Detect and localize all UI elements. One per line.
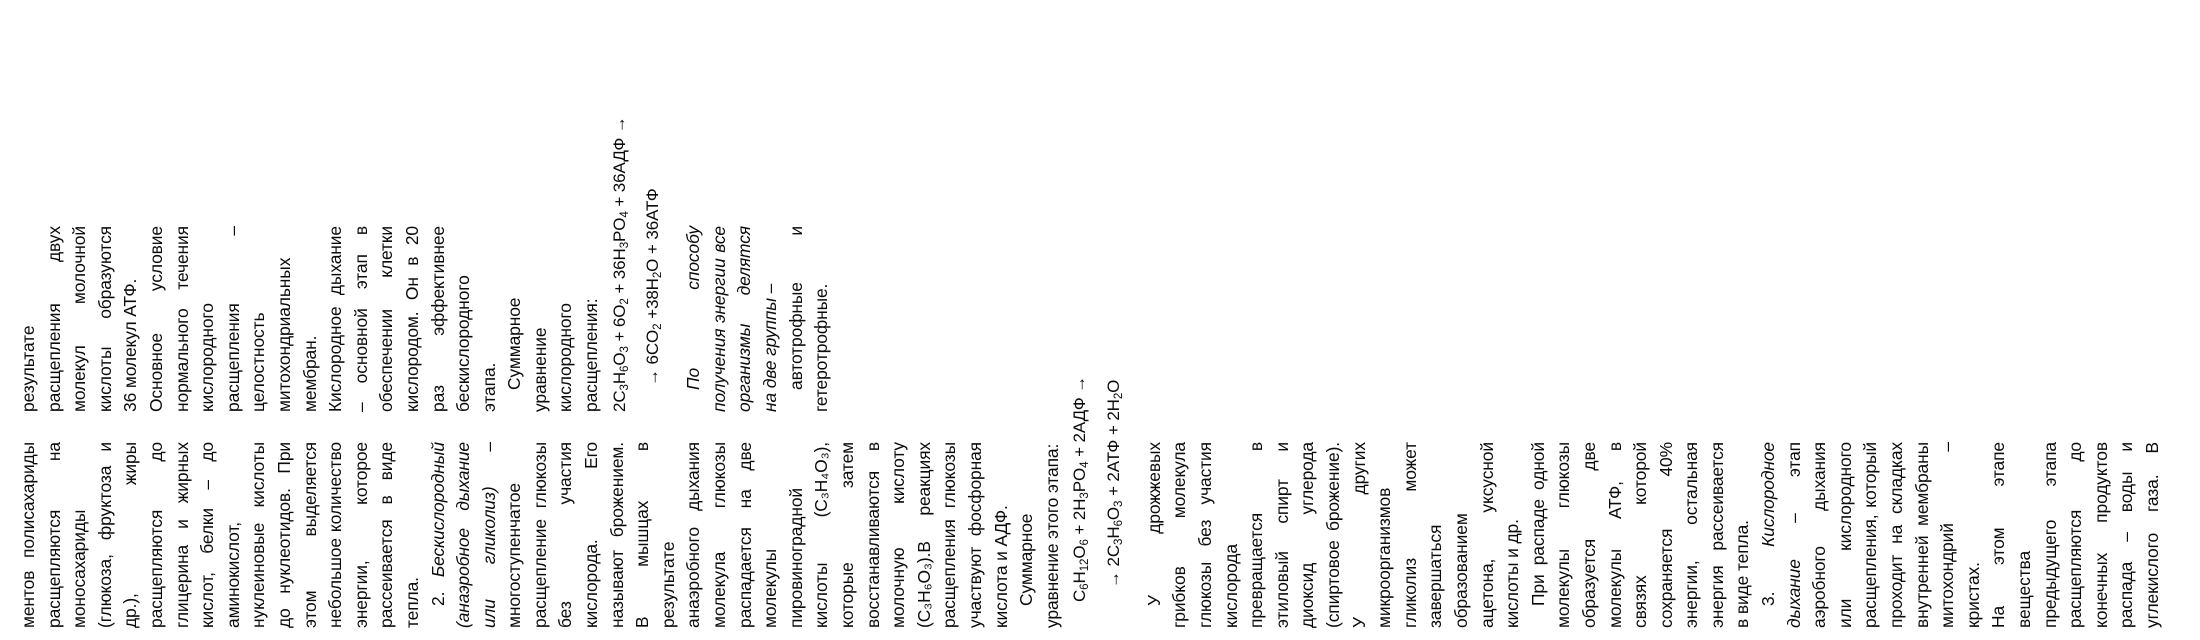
formula-glycolysis-line1: $C_6H_{12}O_6 + 2H_3PO_4 + 2АДФ$ → (1070, 375, 1092, 602)
paragraph-atp-yield-glycolysis: При распаде одной молекулы глюкозы образуется две молекулы АТФ, в связях которой сохраняется 40% энергии, остальная энергия рассеивается в виде тепла. (1527, 442, 1753, 628)
term-anaerobic: Бескислородный (анаэробное дыхание или гликолиз) (427, 442, 499, 628)
stage-number-3: 3. (1758, 546, 1779, 606)
paragraph-anaerobic-stage (426, 442, 1015, 628)
paragraph-mitochondria: автотрофные и гетеротрофные. (785, 226, 832, 412)
paragraph-yeast-fermentation: У дрожжевых грибков молекула глюкозы без участия кислорода превращается в этиловый спирт и диоксид углерода (спиртовое брожение). У других микроорганизмов гликолиз может завершаться образованием ацетона, уксусной кислоты и др. (1143, 442, 1523, 628)
formula-oxidation-line1: $2C_3H_6O_3 + 6O_2 + 36H_3PO_4 + 36АДФ$ → (609, 116, 631, 412)
paragraph-membrane-condition: Основное условие нормального течения кислородного расщепления – целостность митохондриальных мембран. Кислородное дыхание – основной этап в обеспечении клетки кислородом. Он в 20 раз эффективнее бескислородного этапа. (145, 226, 499, 412)
paragraph-oxygen-equation-lead: Суммарное уравнение кислородного расщепления: (504, 297, 602, 412)
paragraph-final-products: На этом этапе вещества предыдущего этапа расщепляются до конечных продуктов распада – воды и углекислого газа. В результате расщепления двух молекул молочной кислоты образуются 36 молекул АТФ. (18, 226, 2162, 628)
spacer (1134, 442, 1142, 628)
aerobic-description: – этап аэробного дыхания или кислородного расщепления, который проходит на складках внутренней мембраны митохондрий – кристах. (1783, 442, 1983, 628)
formula-oxidation-line2: → $6CO_2 +38H_2O + 36АТФ$ (642, 188, 665, 386)
paragraph-digestion-products: ментов полисахариды расщепляются на моносахариды (глюкоза, фруктоза и др.), жиры расщепляются до глицерина и жирных кислот, белки – до аминокислот, нуклеиновые кислоты до нуклеотидов. При этом выделяется небольшое количество энергии, которое рассеивается в виде тепла. (18, 442, 422, 628)
page-columns (16, 10, 2188, 628)
terms-auto-hetero: По способу получения энергии все организмы делятся на две группы – (683, 226, 780, 412)
spacer-2 (673, 226, 681, 412)
paragraph-energy-groups (681, 226, 783, 412)
paragraph-aerobic-stage (1756, 442, 1986, 628)
term-aerobic: Кислородное дыхание (1758, 442, 1804, 628)
stage-number-2: 2. (427, 577, 448, 606)
paragraph-summary-equation-lead: Суммарное уравнение этого этапа: (1016, 443, 1062, 628)
formula-glycolysis-line2: → $2C_3H_6O_3 + 2АТФ + 2H_2O$ (1103, 379, 1125, 588)
anaerobic-description: – многоступенчатое расщепление глюкозы без участия кислорода. Его называют брожением. В мышцах в результате анаэробного дыхания молекула глюкозы распадается на две молекулы пировиноградной кислоты (C₃H₄O₃), которые затем восстанавливаются в молочную кислоту (C₃H₆O₃).В реакциях расщепления глюкозы участвуют фосфорная кислота и АДФ. (478, 442, 1011, 628)
